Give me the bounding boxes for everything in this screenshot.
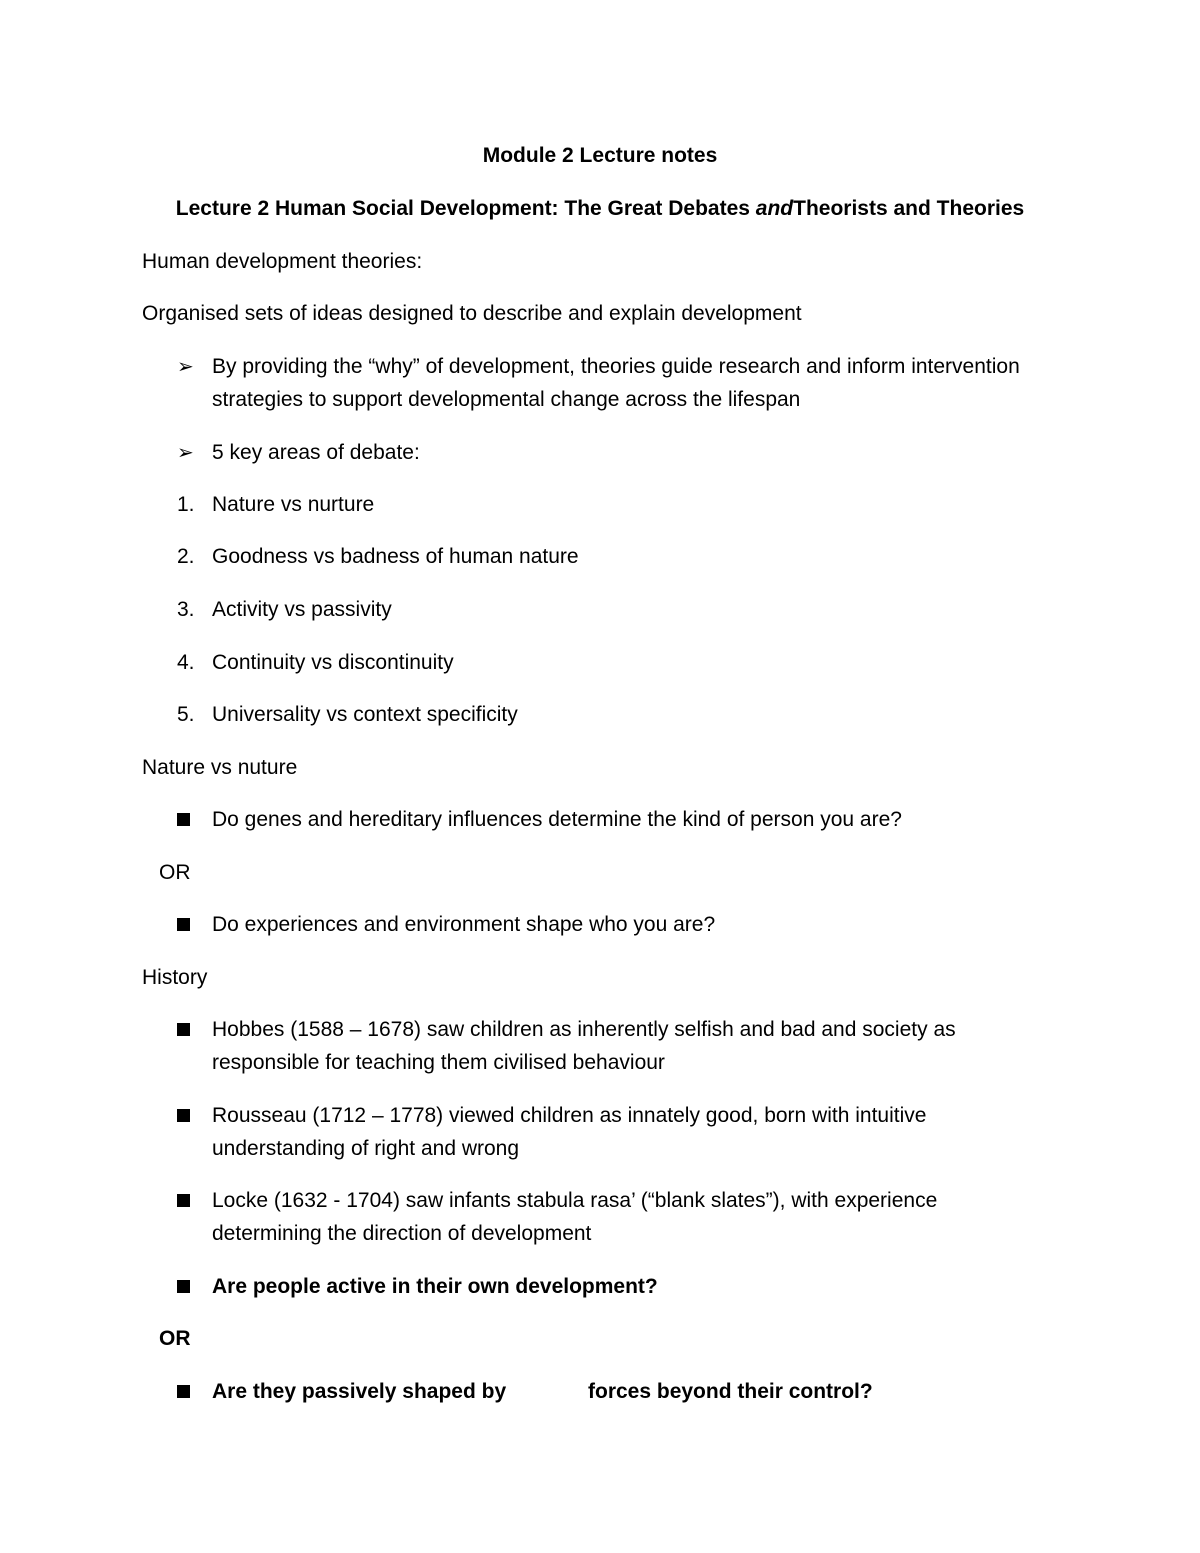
heading-theories: Human development theories: [142,250,423,273]
square-bullet-icon [177,807,197,833]
list-text: Universality vs context specificity [212,703,518,726]
bullet-text: Rousseau (1712 – 1778) viewed children as innately good, born with intuitive [212,1104,927,1127]
bullet-text: Do genes and hereditary influences determine the kind of person you are? [212,808,902,831]
list-number: 2. [177,545,195,568]
bullet-text: Hobbes (1588 – 1678) saw children as inherently selfish and bad and society as [212,1018,956,1041]
arrow-bullet-line: By providing the “why” of development, theories guide research and inform intervention [212,355,1020,378]
list-number: 4. [177,651,195,674]
bullet-text: Are people active in their own development? [212,1275,658,1298]
square-bullet-icon [177,1103,197,1129]
square-bullet-icon [177,912,197,938]
square-bullet-icon [177,1379,197,1405]
heading-history: History [142,966,208,989]
arrow-bullet-icon: ➢ [177,356,194,378]
list-number: 5. [177,703,195,726]
subtitle-part-2: Theorists and Theories [793,197,1025,220]
list-number: 3. [177,598,195,621]
list-text: Activity vs passivity [212,598,392,621]
list-text: Continuity vs discontinuity [212,651,454,674]
bullet-text: determining the direction of development [212,1222,592,1245]
arrow-bullet-icon: ➢ [177,442,194,464]
bullet-text: Do experiences and environment shape who you are? [212,913,716,936]
or-label: OR [159,861,191,884]
list-text: Goodness vs badness of human nature [212,545,579,568]
subtitle-italic: and [755,197,794,220]
or-label: OR [159,1327,191,1350]
bullet-text: understanding of right and wrong [212,1137,520,1160]
bullet-text-continued: forces beyond their control? [588,1380,873,1403]
arrow-bullet-line: strategies to support developmental change across the lifespan [212,388,801,411]
heading-nature: Nature vs nuture [142,756,298,779]
subtitle-part-1: Lecture 2 Human Social Development: The Great Debates [175,197,756,220]
list-text: Nature vs nurture [212,493,375,516]
list-number: 1. [177,493,195,516]
bullet-text: responsible for teaching them civilised behaviour [212,1051,665,1074]
bullet-text: Are they passively shaped by [212,1380,507,1403]
bullet-text: Locke (1632 - 1704) saw infants stabula rasa’ (“blank slates”), with experience [212,1189,938,1212]
square-bullet-icon [177,1017,197,1043]
arrow-bullet-line: 5 key areas of debate: [212,441,420,464]
square-bullet-icon [177,1274,197,1300]
lecture-subtitle [0,196,1200,222]
definition-text: Organised sets of ideas designed to describe and explain development [142,302,802,325]
page-title: Module 2 Lecture notes [482,144,718,167]
square-bullet-icon [177,1188,197,1214]
